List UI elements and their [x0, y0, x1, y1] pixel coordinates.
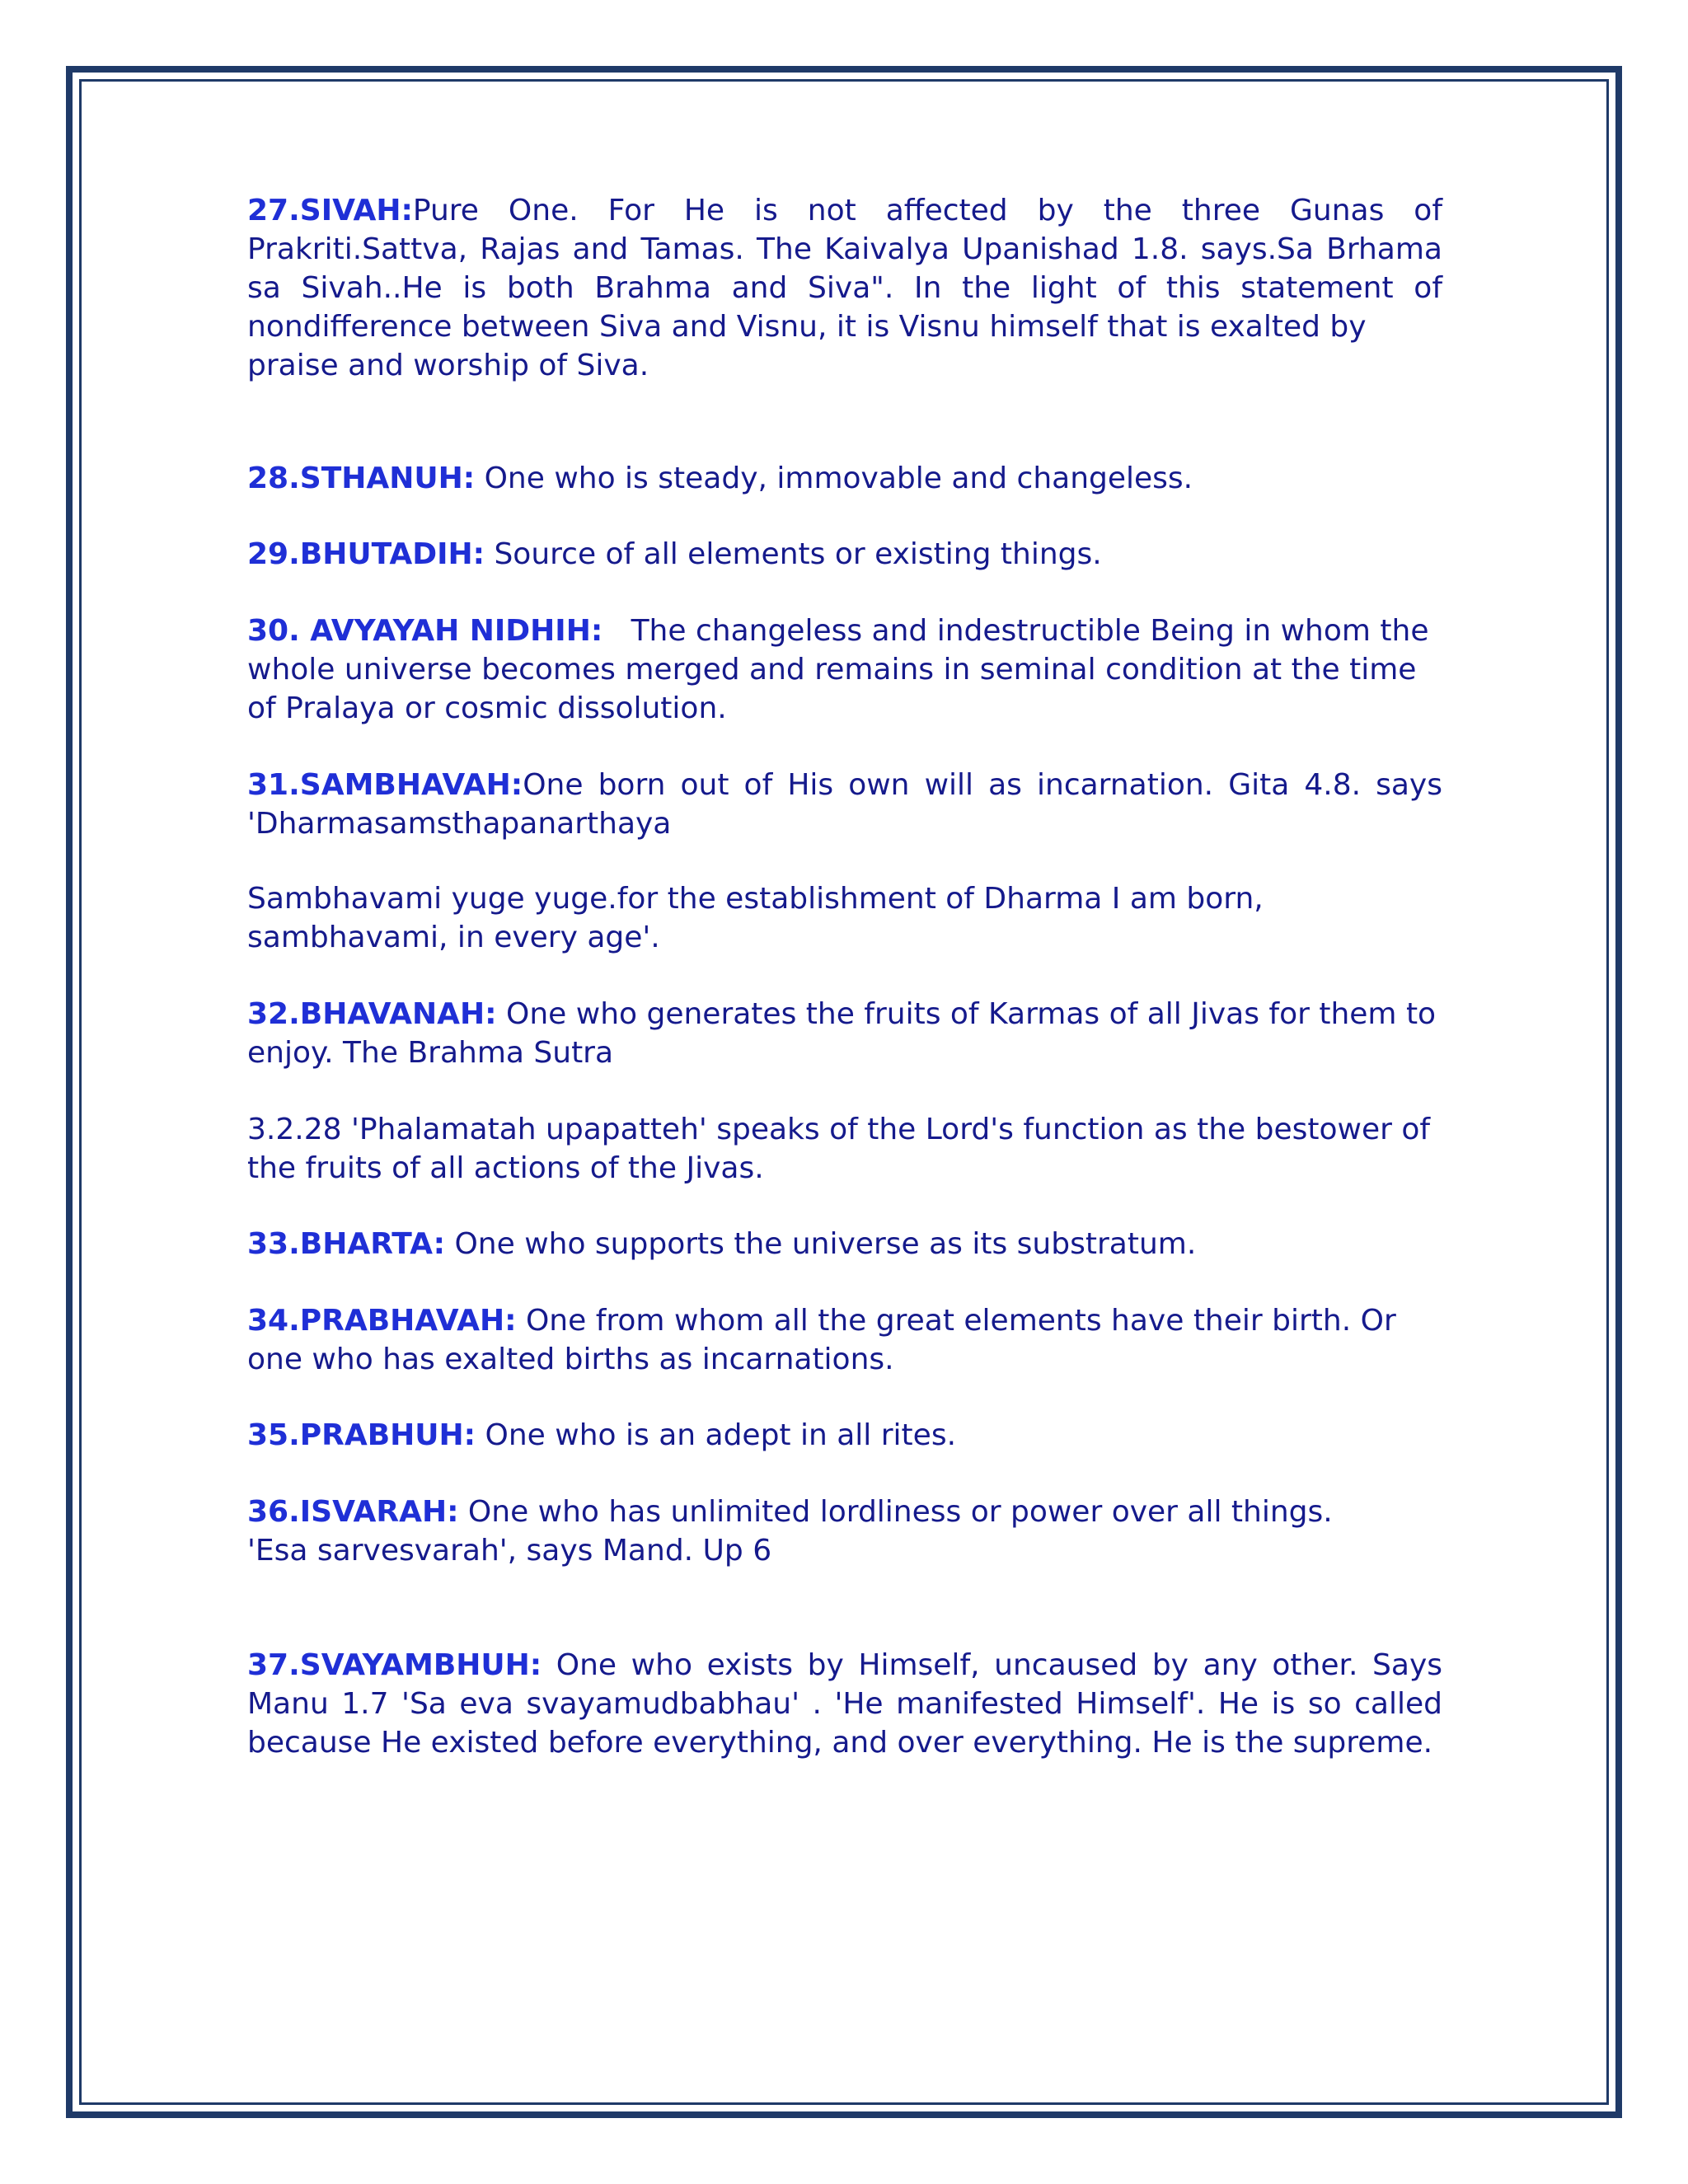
entry-text: One who is steady, immovable and changeless.: [475, 462, 1193, 495]
entry-text: One who has unlimited lordliness or power over all things.: [458, 1495, 1333, 1529]
entry-line: [247, 1301, 1396, 1340]
entry-term: 37.SVAYAMBHUH:: [247, 1648, 542, 1682]
entry-term: 30. AVYAYAH NIDHIH:: [247, 614, 603, 648]
entry-text: One who supports the universe as its substratum.: [445, 1227, 1197, 1261]
entry-term: 34.PRABHAVAH:: [247, 1304, 517, 1338]
entry-line: 'Esa sarvesvarah', says Mand. Up 6: [247, 1534, 772, 1568]
entry-line: sa Sivah..He is both Brahma and Siva". In the light of this statement of: [247, 271, 1442, 305]
entry-text: One who exists by Himself, uncaused by any other. Says: [542, 1648, 1442, 1682]
entry-term: 33.BHARTA:: [247, 1227, 445, 1261]
entry-svayambhuh: [247, 1646, 1442, 1762]
entry-prabhavah: [247, 1301, 1396, 1379]
entry-line: [247, 995, 1436, 1033]
entry-line: [247, 535, 1102, 574]
entry-line: [247, 1646, 1442, 1685]
entry-line: the fruits of all actions of the Jivas.: [247, 1151, 764, 1185]
entry-line: one who has exalted births as incarnations.: [247, 1343, 894, 1376]
entry-line: nondifference between Siva and Visnu, it is Visnu himself that is exalted by: [247, 310, 1367, 344]
entry-line: sambhavami, in every age'.: [247, 921, 660, 954]
entry-line: of Pralaya or cosmic dissolution.: [247, 691, 727, 725]
entry-line: 3.2.28 'Phalamatah upapatteh' speaks of the Lord's function as the bestower of: [247, 1113, 1431, 1146]
entry-term: 28.STHANUH:: [247, 462, 476, 495]
entry-bhutadih: [247, 535, 1102, 574]
entry-line: [247, 766, 1442, 804]
entry-prabhuh: [247, 1416, 956, 1455]
entry-term: 35.PRABHUH:: [247, 1418, 476, 1452]
entry-bhavanah-continued: [247, 1110, 1430, 1188]
entry-line: whole universe becomes merged and remains in seminal condition at the time: [247, 653, 1417, 687]
entry-line: Manu 1.7 'Sa eva svayamudbabhau' . 'He manifested Himself'. He is so called: [247, 1687, 1442, 1721]
entry-avyayah-nidhih: [247, 612, 1429, 728]
entry-line: because He existed before everything, and over everything. He is the supreme.: [247, 1726, 1433, 1760]
entry-sambhavah: [247, 766, 1442, 843]
entry-text: Source of all elements or existing things.: [485, 537, 1102, 571]
entry-term: 31.SAMBHAVAH:: [247, 768, 523, 802]
entry-text: Pure One. For He is not affected by the three Gunas of: [412, 194, 1442, 227]
entry-line: Sambhavami yuge yuge.for the establishment of Dharma I am born,: [247, 882, 1264, 916]
entry-line: [247, 191, 1442, 230]
entry-text: The changeless and indestructible Being in whom the: [603, 614, 1429, 648]
entry-text: One who generates the fruits of Karmas of all Jivas for them to: [496, 997, 1437, 1031]
entry-sambhavah-continued: [247, 879, 1264, 957]
entry-text: One from whom all the great elements have their birth. Or: [516, 1304, 1396, 1338]
entry-line: [247, 1225, 1196, 1263]
entry-sivah: [247, 191, 1442, 385]
entry-line: [247, 459, 1193, 498]
entry-line: enjoy. The Brahma Sutra: [247, 1036, 614, 1070]
entry-line: 'Dharmasamsthapanarthaya: [247, 807, 672, 841]
entry-text: One who is an adept in all rites.: [476, 1418, 957, 1452]
entry-bhavanah: [247, 995, 1436, 1072]
entry-isvarah: [247, 1493, 1333, 1570]
entry-line: Prakriti.Sattva, Rajas and Tamas. The Kaivalya Upanishad 1.8. says.Sa Brhama: [247, 232, 1442, 266]
entry-term: 29.BHUTADIH:: [247, 537, 485, 571]
entry-line: [247, 612, 1429, 650]
entry-line: [247, 1493, 1333, 1531]
entry-line: [247, 1416, 956, 1455]
entry-term: 27.SIVAH:: [247, 194, 413, 227]
entry-bharta: [247, 1225, 1196, 1263]
entry-line: praise and worship of Siva.: [247, 349, 649, 382]
entry-sthanuh: [247, 459, 1193, 498]
entry-term: 36.ISVARAH:: [247, 1495, 459, 1529]
entry-term: 32.BHAVANAH:: [247, 997, 497, 1031]
entry-text: One born out of His own will as incarnation. Gita 4.8. says: [523, 768, 1442, 802]
